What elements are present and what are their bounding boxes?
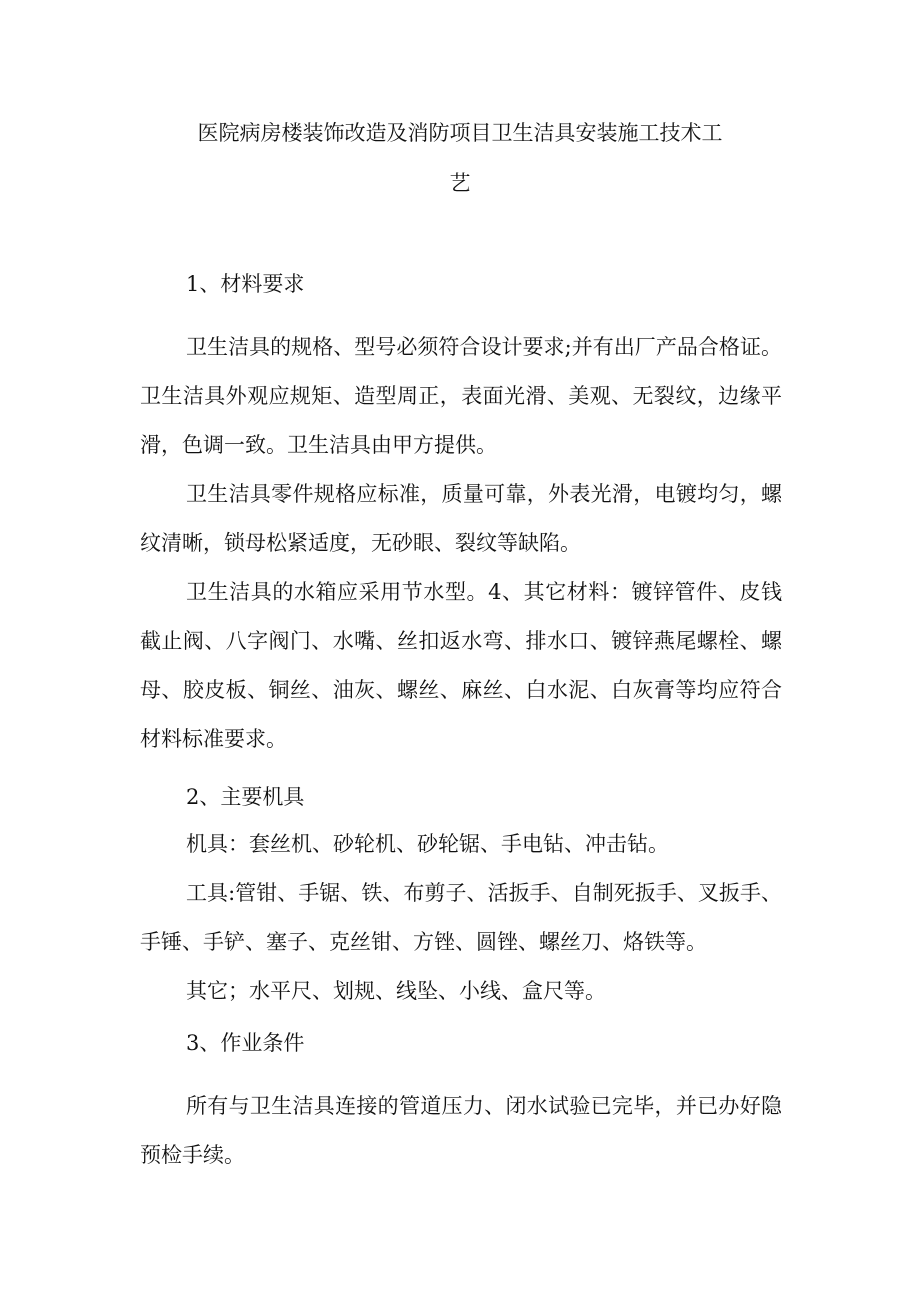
paragraph-other-materials: [140, 568, 782, 764]
document-title-line1: 医院病房楼装饰改造及消防项目卫生洁具安装施工技术工: [197, 121, 723, 145]
paragraph-machines: [140, 820, 782, 869]
paragraph-text: 工具:管钳、手锯、铁、布剪子、活扳手、自制死扳手、叉扳手、手锤、手铲、塞子、克丝钳、方锉、圆锉、螺丝刀、烙铁等。: [140, 881, 782, 954]
document-title-line2: 艺: [449, 171, 471, 195]
section-heading-tools: 2、主要机具: [186, 785, 305, 809]
paragraph-hand-tools: [140, 869, 782, 967]
paragraph-sanitary-specs: [140, 323, 782, 470]
paragraph-text: 卫生洁具的规格、型号必须符合设计要求;并有出厂产品合格证。卫生洁具外观应规矩、造型周正，表面光滑、美观、无裂纹，边缘平滑，色调一致。卫生洁具由甲方提供。: [140, 335, 782, 457]
paragraph-text: 卫生洁具零件规格应标准，质量可靠，外表光滑，电镀均匀，螺纹清晰，锁母松紧适度，无砂眼、裂纹等缺陷。: [140, 482, 782, 555]
paragraph-other-tools: [140, 967, 782, 1016]
paragraph-text: 其它；水平尺、划规、线坠、小线、盒尺等。: [186, 979, 606, 1003]
paragraph-work-conditions: [140, 1082, 782, 1180]
section-heading-materials: 1、材料要求: [186, 272, 305, 296]
paragraph-text: 卫生洁具的水箱应采用节水型。4、其它材料：镀锌管件、皮钱截止阀、八字阀门、水嘴、丝扣返水弯、排水口、镀锌燕尾螺栓、螺母、胶皮板、铜丝、油灰、螺丝、麻丝、白水泥、白灰膏等均应符合材料标准要求。: [140, 580, 782, 751]
paragraph-text: 所有与卫生洁具连接的管道压力、闭水试验已完毕，并已办好隐预检手续。: [140, 1094, 782, 1167]
section-heading-conditions: 3、作业条件: [186, 1031, 305, 1055]
paragraph-text: 机具：套丝机、砂轮机、砂轮锯、手电钻、冲击钻。: [186, 832, 669, 856]
paragraph-parts-quality: [140, 470, 782, 568]
